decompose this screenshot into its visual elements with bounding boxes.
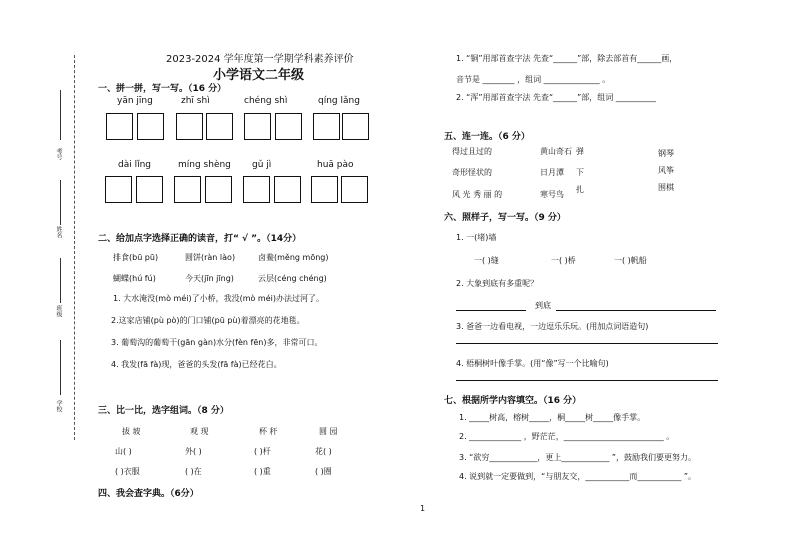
char-pair: 圆 园 bbox=[319, 427, 338, 436]
section-4-title: 四、我会查字典。（6分） bbox=[98, 489, 199, 499]
writing-box[interactable] bbox=[275, 113, 302, 140]
binding-label-exam-number: 考号 bbox=[55, 148, 62, 160]
writing-box[interactable] bbox=[313, 113, 340, 140]
example-q2: 2. 大象到底有多重呢？ bbox=[456, 279, 539, 288]
section-1-title: 一、拼一拼，写一写。（16 分） bbox=[98, 84, 227, 94]
match-left[interactable]: 奇形怪状的 bbox=[452, 168, 492, 177]
fill-blank-q3[interactable]: 3. “欲穷____________，更上____________ ”，鼓励我们要更努力。 bbox=[459, 453, 697, 462]
pronunciation-item: 排食(bū pū) bbox=[113, 253, 159, 262]
writing-box[interactable] bbox=[136, 176, 163, 203]
match-left[interactable]: 风 光 秀 丽 的 bbox=[452, 190, 503, 199]
binding-field-line bbox=[60, 258, 61, 303]
writing-box[interactable] bbox=[105, 176, 132, 203]
example-q1: 1. 一(堵)墙 bbox=[456, 233, 497, 242]
pinyin: zhī shì bbox=[181, 96, 210, 106]
writing-box[interactable] bbox=[137, 113, 164, 140]
match-mid-verb[interactable]: 弹 bbox=[576, 147, 584, 156]
match-mid[interactable]: 日月潭 bbox=[540, 168, 564, 177]
pinyin: dài lǐng bbox=[118, 160, 152, 170]
match-left[interactable]: 得过且过的 bbox=[452, 147, 492, 156]
pronunciation-sentence: 2.这家店铺(pù pò)的门口铺(pū pù)着漂亮的花地毯。 bbox=[111, 316, 305, 325]
dict-question-1b: 音节是 ________ ，组词 ______________ 。 bbox=[456, 75, 611, 84]
writing-box[interactable] bbox=[176, 113, 203, 140]
binding-field-line bbox=[60, 90, 61, 140]
example-q4: 4. 梧桐树叶像手掌。(用“像”写一个比喻句) bbox=[456, 359, 609, 368]
writing-box[interactable] bbox=[243, 176, 270, 203]
writing-box[interactable] bbox=[106, 113, 133, 140]
writing-box[interactable] bbox=[244, 113, 271, 140]
word-blank[interactable]: ( )重 bbox=[254, 467, 271, 476]
pinyin: chéng shì bbox=[244, 96, 288, 106]
measure-word-blank[interactable]: 一( )缝 bbox=[474, 256, 499, 265]
answer-line[interactable] bbox=[456, 380, 718, 381]
pronunciation-item: 云层(céng chéng) bbox=[258, 274, 327, 283]
char-pair: 观 现 bbox=[190, 427, 209, 436]
answer-line[interactable] bbox=[456, 343, 718, 344]
binding-label-school: 学校 bbox=[55, 400, 62, 412]
pronunciation-item: 今天(jīn jīng) bbox=[185, 274, 234, 283]
match-mid-verb[interactable]: 下 bbox=[576, 168, 584, 177]
writing-box[interactable] bbox=[342, 113, 369, 140]
char-pair: 杯 秆 bbox=[259, 427, 278, 436]
section-6-title: 六、照样子，写一写。（9 分） bbox=[444, 213, 566, 223]
page-number: 1 bbox=[420, 504, 426, 513]
exam-title: 2023-2024 学年度第一学期学科素养评价 bbox=[166, 54, 354, 65]
match-right[interactable]: 围棋 bbox=[658, 183, 674, 192]
pronunciation-sentence: 4. 我发(fā fà)现，爸爸的头发(fā fà)已经花白。 bbox=[111, 360, 282, 369]
pinyin: míng shèng bbox=[178, 160, 231, 170]
match-right[interactable]: 风筝 bbox=[658, 166, 674, 175]
pinyin: qíng lǎng bbox=[318, 96, 360, 106]
example-q3: 3. 爸爸一边看电视，一边逗乐乐玩。(用加点词语造句) bbox=[456, 322, 649, 331]
writing-box[interactable] bbox=[174, 176, 201, 203]
section-7-title: 七、根据所学内容填空。（16 分） bbox=[444, 396, 582, 406]
pronunciation-item: 圆饼(ràn lào) bbox=[185, 253, 236, 262]
pinyin: gǔ jì bbox=[252, 160, 272, 170]
writing-box[interactable] bbox=[206, 113, 233, 140]
writing-box[interactable] bbox=[341, 176, 368, 203]
word-blank[interactable]: ( )圈 bbox=[315, 467, 332, 476]
pronunciation-item: 蝴蝶(hú fú) bbox=[113, 274, 156, 283]
binding-field-line bbox=[60, 180, 61, 225]
match-mid[interactable]: 寒号鸟 bbox=[540, 190, 564, 199]
match-right[interactable]: 钢琴 bbox=[658, 149, 674, 158]
binding-dashed-line bbox=[74, 55, 75, 440]
pronunciation-sentence: 3. 葡萄沟的葡萄干(gān gàn)水分(fèn fēn)多，非常可口。 bbox=[111, 338, 323, 347]
answer-line[interactable] bbox=[556, 310, 716, 311]
word-blank[interactable]: ( )衣服 bbox=[115, 467, 140, 476]
binding-label-name: 姓名 bbox=[55, 226, 62, 238]
match-mid[interactable]: 黄山奇石 bbox=[540, 147, 572, 156]
writing-box[interactable] bbox=[274, 176, 301, 203]
char-pair: 拔 坡 bbox=[122, 427, 141, 436]
section-2-title: 二、给加点字选择正确的读音，打“ √ ”。（14分） bbox=[98, 234, 302, 244]
pinyin: yān jīng bbox=[117, 96, 153, 106]
measure-word-blank[interactable]: 一( )桥 bbox=[551, 256, 576, 265]
writing-box[interactable] bbox=[205, 176, 232, 203]
word-blank[interactable]: ( )在 bbox=[185, 467, 202, 476]
binding-label-class: 班级 bbox=[55, 305, 62, 317]
writing-box[interactable] bbox=[311, 176, 338, 203]
word-blank[interactable]: ( )杆 bbox=[254, 447, 271, 456]
binding-field-line bbox=[60, 340, 61, 395]
section-5-title: 五、连一连。（6 分） bbox=[444, 132, 530, 142]
fill-blank-q1[interactable]: 1. _____树高，榕树_____，桐_____树_____像手掌。 bbox=[459, 413, 646, 422]
exam-subtitle: 小学语文二年级 bbox=[213, 68, 305, 83]
section-3-title: 三、比一比，选字组词。（8 分） bbox=[98, 406, 229, 416]
word-blank[interactable]: 山( ) bbox=[115, 447, 132, 456]
fill-blank-q2[interactable]: 2. _____________ ，野茫茫，_________________________ 。 bbox=[459, 432, 675, 441]
pinyin: huā pào bbox=[317, 160, 354, 170]
example-q2-keyword: 到底 bbox=[535, 301, 551, 310]
measure-word-blank[interactable]: 一( )帆船 bbox=[614, 256, 647, 265]
pronunciation-sentence: 1. 大水淹没(mò méi)了小桥，我没(mò méi)办法过河了。 bbox=[113, 294, 324, 303]
word-blank[interactable]: 外( ) bbox=[185, 447, 202, 456]
dict-question-2: 2. “浑”用部首查字法 先查“______”部，组词 __________ bbox=[456, 93, 656, 102]
word-blank[interactable]: 花( ) bbox=[315, 447, 332, 456]
answer-line[interactable] bbox=[456, 310, 526, 311]
pronunciation-item: 卤鲞(měng mōng) bbox=[258, 253, 329, 262]
fill-blank-q4[interactable]: 4. 说到就一定要做到，“与朋友交，___________而___________ ”。 bbox=[459, 472, 697, 481]
dict-question-1: 1. “铜”用部首查字法 先查“______”部，除去部首有______画， bbox=[456, 54, 678, 63]
match-mid-verb[interactable]: 扎 bbox=[576, 185, 584, 194]
